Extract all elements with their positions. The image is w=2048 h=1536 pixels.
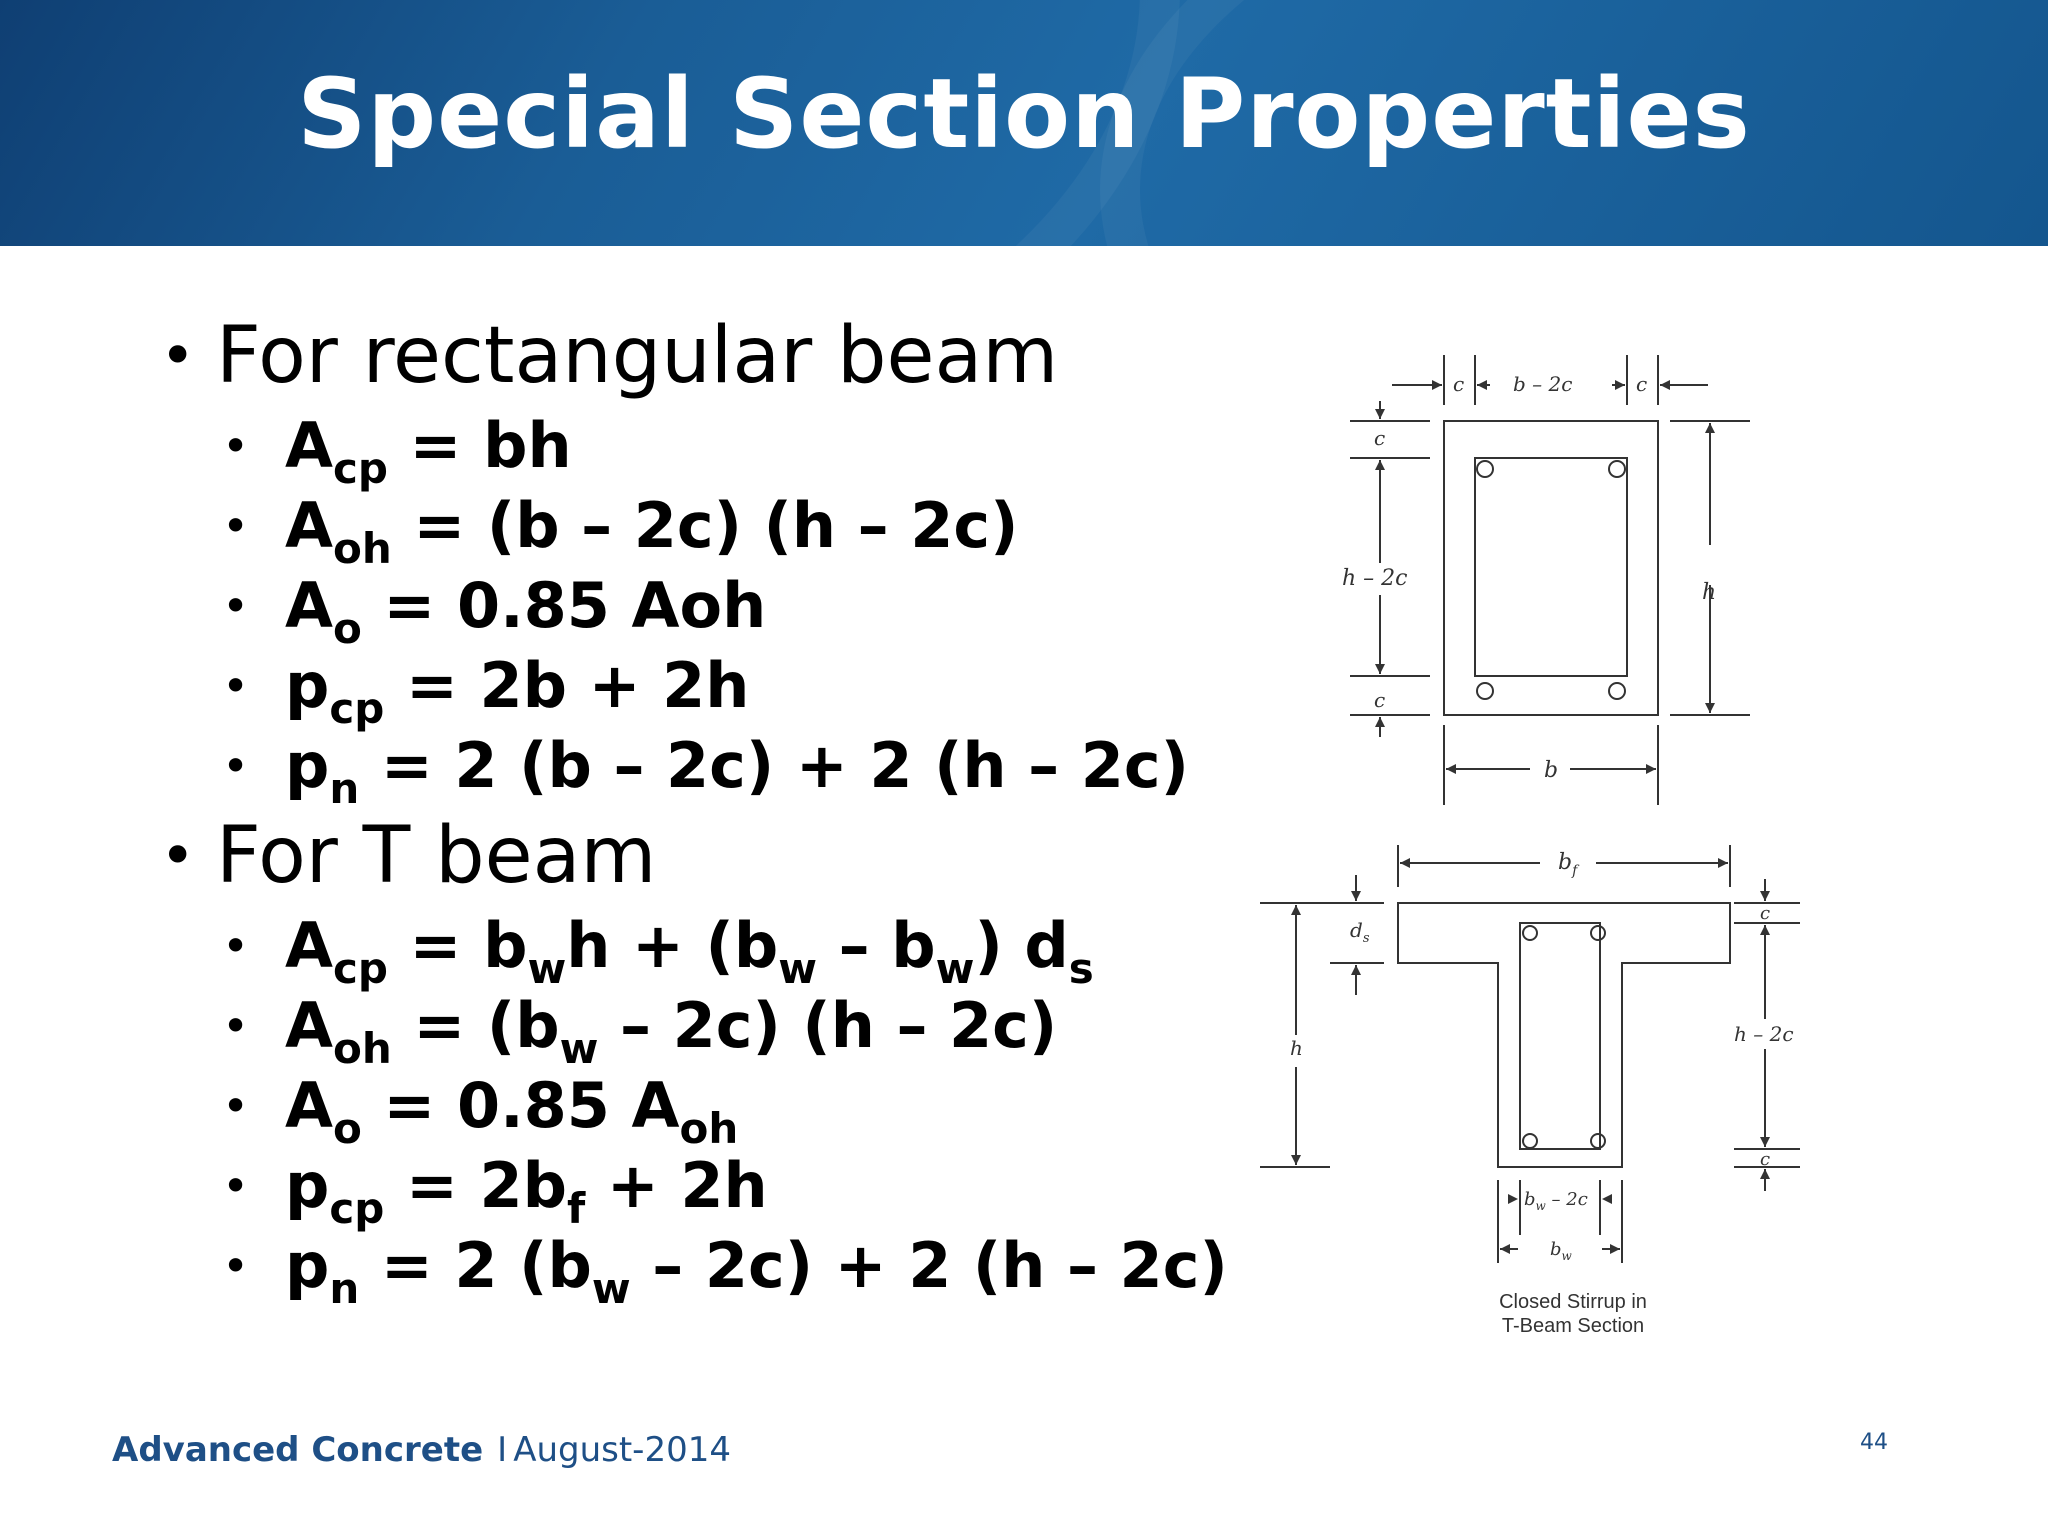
t-formula-list (160, 906, 1240, 1313)
rect-formula-pcp: • $p_{cp} = 2b + 2h$ (222, 649, 750, 733)
t-label-c-bottom: c (1760, 1149, 1771, 1170)
rect-label-b-2c: b – 2c (1513, 372, 1573, 396)
rebar-top-right (1609, 461, 1625, 477)
t-formula-acp: • $A_{cp} = b_wh + (b_w - b_w)$ $d_s$ (222, 909, 1094, 993)
t-formula-pcp: • $p_{cp} = 2b_f + 2h$ (222, 1149, 768, 1233)
title-banner (0, 0, 2048, 246)
rect-beam-diagram (1330, 345, 1770, 815)
rect-formula-list (160, 406, 1240, 813)
t-rebar-bottom-left (1523, 1134, 1537, 1148)
rect-formula-acp: • $A_{cp}$ = bh (222, 409, 572, 493)
t-label-bw: $b_w$ (1550, 1239, 1572, 1263)
t-rebar-bottom-right (1591, 1134, 1605, 1148)
rect-label-c-top-left: c (1453, 372, 1465, 396)
footer-course: Advanced Concrete (112, 1430, 484, 1470)
t-label-bf: $b_f$ (1558, 850, 1578, 879)
rect-stirrup (1475, 458, 1627, 676)
footer-separator: I (497, 1430, 508, 1470)
slide-title: Special Section Properties (297, 58, 1751, 170)
footer-date: August-2014 (513, 1430, 731, 1470)
rebar-bottom-right (1609, 683, 1625, 699)
rect-outline (1444, 421, 1658, 715)
t-stirrup (1520, 923, 1600, 1149)
t-rebar-top-left (1523, 926, 1537, 940)
t-label-ds: $d_s$ (1350, 918, 1370, 946)
t-label-h: h (1290, 1036, 1303, 1060)
rect-heading: • For rectangular beam (160, 306, 1240, 406)
rect-label-c-lower: c (1374, 688, 1386, 712)
t-rebar-top-right (1591, 926, 1605, 940)
rect-label-b: b (1544, 758, 1559, 783)
rect-formula-ao: • $A_o = 0.85$ Aoh (222, 569, 767, 653)
t-formula-aoh: • $A_{oh} = (b_w - 2c)$ (h – 2c) (222, 989, 1058, 1073)
rect-label-h-2c: h – 2c (1342, 566, 1408, 591)
t-outline (1398, 903, 1730, 1167)
rect-label-c-top-right: c (1636, 372, 1648, 396)
t-formula-pn: • $p_n = 2$ $(b_w - 2c) + 2$ (h – 2c) (222, 1229, 1228, 1313)
bullet-content (160, 306, 1240, 1313)
rect-formula-aoh: • $A_{oh} = (b - 2c)$ (h – 2c) (222, 489, 1019, 573)
t-label-h-2c: h – 2c (1734, 1022, 1794, 1046)
rect-label-h: h (1702, 580, 1717, 605)
t-caption-line-2: T-Beam Section (1501, 1315, 1645, 1337)
rebar-top-left (1477, 461, 1493, 477)
t-caption-line-1: Closed Stirrup in (1499, 1291, 1647, 1313)
t-label-bw-2c: $b_w - 2c$ (1524, 1189, 1588, 1213)
t-heading: • For T beam (160, 806, 1240, 906)
t-formula-ao: • $A_o = 0.85$ $A_{oh}$ (222, 1069, 739, 1153)
rebar-bottom-left (1477, 683, 1493, 699)
page-number: 44 (1860, 1430, 1888, 1455)
rect-label-c-upper: c (1374, 426, 1386, 450)
t-beam-diagram (1260, 835, 1810, 1345)
rect-formula-pn: • $p_n = 2$ (b – 2c) + 2 (h – 2c) (222, 729, 1189, 813)
t-label-c-top: c (1760, 903, 1771, 924)
footer (112, 1430, 731, 1470)
